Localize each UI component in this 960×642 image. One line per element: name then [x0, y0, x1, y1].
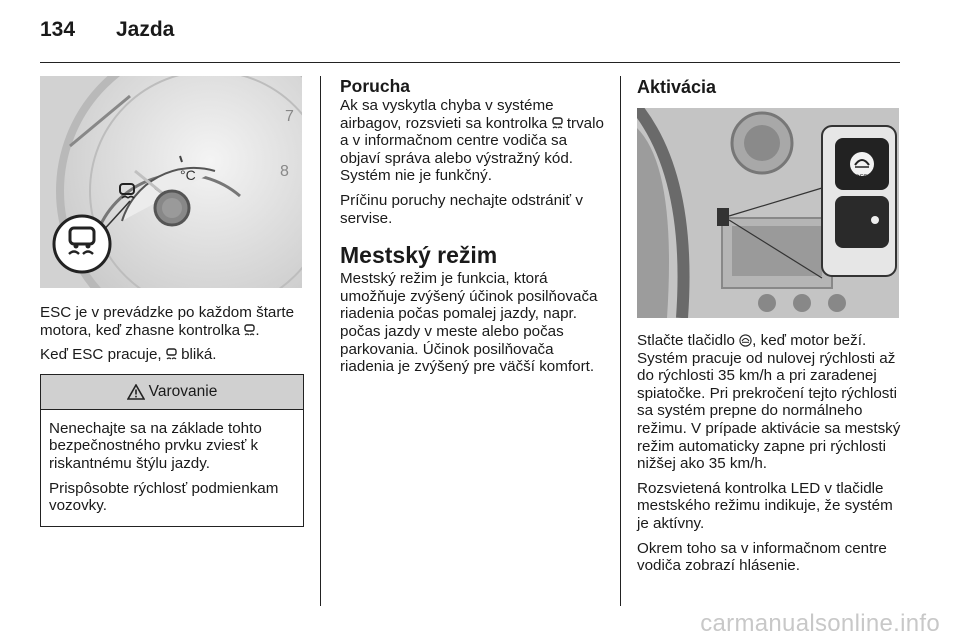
page-number: 134: [40, 18, 76, 41]
warning-title: Varovanie: [148, 382, 218, 400]
city-button-illustration: [637, 108, 899, 318]
city-mode-text: Mestský režim je funkcia, ktorá umožňuje zvýšený účinok posilňovača riadenia počas pomalej jazdy, napr. počas jazdy v meste alebo počas parkovania. Účinok posilňovača riadenia je zvýšený pre väčší komfort.: [340, 270, 598, 376]
warning-text-1: Nenechajte sa na základe tohto bezpečnostného prvku zviesť k riskantnému štýlu jazdy.: [49, 419, 262, 472]
column-1: [40, 76, 304, 527]
esc-warning-icon: [244, 324, 255, 337]
warning-box: [40, 374, 304, 527]
svg-text:7: 7: [285, 108, 294, 125]
column-divider-2: [620, 76, 621, 606]
warning-text-2: Prispôsobte rýchlosť podmienkam vozovky.: [49, 479, 279, 515]
activation-text-3: Okrem toho sa v informačnom centre vodiča zobrazí hlásenie.: [637, 539, 887, 575]
activation-text-1: Stlačte tlačidlo , keď motor beží. Systém pracuje od nulovej rýchlosti až do rýchlosti 35 km/h a pri zaradenej spiatočke. Pri prekročení tejto rýchlosti sa systém prepne do normálneho režimu. V prípade aktivácie sa mestský režim automaticky zapne pri rýchlosti nižšej ako 35 km/h.: [637, 332, 901, 473]
temperature-gauge-label: °C: [180, 167, 196, 183]
page-header: [40, 18, 174, 42]
column-3: [637, 76, 901, 582]
heading-city-mode: Mestský režim: [340, 242, 498, 269]
svg-text:8: 8: [280, 163, 289, 180]
esc-warning-icon: [166, 348, 177, 361]
esc-warning-icon: [552, 117, 563, 130]
button-off-label: OFF: [855, 175, 867, 181]
dashboard-gauge-illustration: [40, 76, 302, 288]
city-mode-icon: [739, 334, 752, 347]
warning-header: [41, 375, 303, 410]
activation-text-2: Rozsvietená kontrolka LED v tlačidle mestského režimu indikuje, že systém je aktívny.: [637, 479, 893, 532]
fault-text-1: Ak sa vyskytla chyba v systéme airbagov, rozsvieti sa kontrolka trvalo a v informačnom centre vodiča sa objaví správa alebo výstražný kód. Systém nie je funkčný.: [340, 97, 604, 185]
column-divider-1: [320, 76, 321, 606]
heading-fault: Porucha: [340, 76, 411, 96]
section-title: Jazda: [116, 18, 175, 41]
esc-text-1: ESC je v prevádzke po každom štarte motora, keď zhasne kontrolka .: [40, 304, 295, 339]
warning-triangle-icon: [127, 384, 145, 400]
column-2: [340, 76, 604, 383]
fault-text-2: Príčinu poruchy nechajte odstrániť v servise.: [340, 191, 583, 227]
heading-activation: Aktivácia: [637, 77, 717, 97]
esc-text-2: Keď ESC pracuje, bliká.: [40, 346, 217, 364]
watermark: carmanualsonline.info: [700, 610, 940, 637]
header-rule: [40, 62, 900, 63]
